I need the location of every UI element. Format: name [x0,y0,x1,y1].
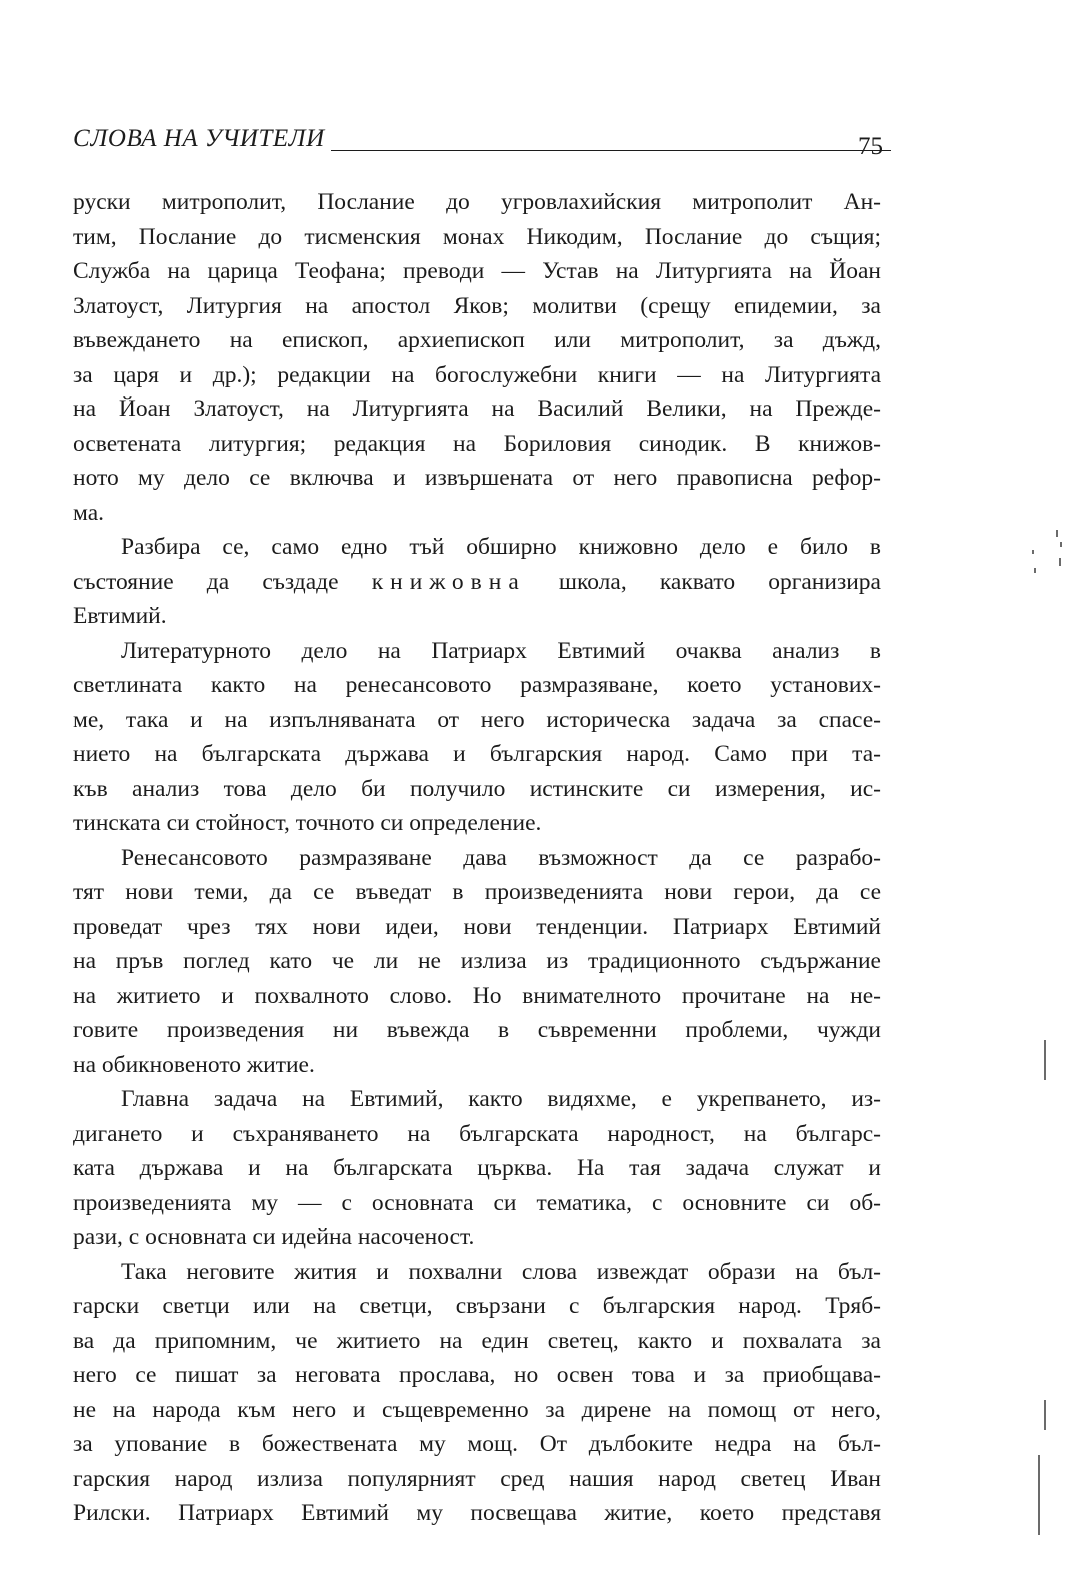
text-line: светлината както на ренесансовото размразяване, което установих- [73,672,881,698]
running-header [73,122,883,162]
text-line: ва да припомним, че житието на един светец, както и похвалата за [73,1327,881,1354]
text-line: Литературното дело на Патриарх Евтимий очаква анализ в [121,637,881,664]
running-title: СЛОВА НА УЧИТЕЛИ [73,125,325,152]
text-line: Разбира се, само едно тъй обширно книжовно дело е било в [121,534,881,560]
text-line: ма. [73,499,105,526]
body-text [73,185,881,1531]
text-line: на обикновеното житие. [73,1051,315,1078]
spaced-emphasis-word: книжовна [371,568,526,595]
text-line: Ренесансовото размразяване дава възможност да се разрабо- [121,844,881,871]
text-fragment: състояние да създаде [73,568,372,595]
text-line: говите произведения ни въвежда в съвременни проблеми, чужди [73,1017,881,1043]
text-line: Евтимий. [73,603,167,629]
scan-speck [1032,550,1034,554]
text-line: дигането и съхраняването на българската народност, на българс- [73,1120,881,1147]
text-line: тят нови теми, да се въведат в произведенията нови герои, да се [73,879,881,905]
text-line: къв анализ това дело би получило истинските си измерения, ис- [73,775,881,802]
header-rule [331,150,891,151]
text-line: ката държава и на българската църква. На тая задача служат и [73,1155,881,1181]
text-line: Така неговите жития и похвални слова извеждат образи на бъл- [121,1258,881,1285]
text-line: тинската си стойност, точното си определение. [73,810,542,836]
scan-speck [1059,558,1061,566]
text-fragment: школа, каквато организира [525,568,881,595]
scan-speck [1038,1455,1040,1535]
text-line: въвеждането на епископ, архиепископ или митрополит, за дъжд, [73,327,881,353]
text-line: него се пишат за неговата прослава, но освен това и за приобщава- [73,1362,881,1388]
text-line: на Йоан Златоуст, на Литургията на Василий Велики, на Прежде- [73,396,881,422]
scan-speck [1044,1040,1046,1080]
text-line: не на народа към него и същевременно за дирене на помощ от него, [73,1396,881,1423]
scan-speck [1056,530,1058,537]
text-line: осветената литургия; редакция на Бориловия синодик. В книжов- [73,430,881,457]
scan-margin-marks [1030,520,1070,1570]
text-line: гарския народ излиза популярният сред нашия народ светец Иван [73,1465,881,1492]
text-line: Служба на царица Теофана; преводи — Устав на Литургията на Йоан [73,258,881,284]
text-line: ме, така и на изпълняваната от него историческа задача за спасе- [73,706,881,733]
text-line: рази, с основната си идейна насоченост. [73,1224,475,1250]
text-line: Главна задача на Евтимий, както видяхме, е укрепването, из- [121,1086,881,1112]
text-line: гарски светци или на светци, свързани с българския народ. Тряб- [73,1293,881,1319]
text-line: тим, Послание до тисменския монах Никодим, Послание до същия; [73,223,881,250]
text-line: руски митрополит, Послание до угровлахийския митрополит Ан- [73,189,881,215]
text-line: за упование в божествената му мощ. От дълбоките недра на бъл- [73,1431,881,1457]
text-line: на житието и похвалното слово. Но внимателното прочитане на не- [73,982,881,1009]
text-line: Рилски. Патриарх Евтимий му посвещава житие, което представя [73,1500,881,1526]
text-line-with-spaced-word [73,565,881,600]
text-line: ното му дело се включва и извършената от него правописна рефор- [73,465,881,491]
text-line: на пръв поглед като че ли не излиза из традиционното съдържание [73,948,881,974]
text-line: произведенията му — с основната си тематика, с основните си об- [73,1189,881,1216]
text-line: проведат чрез тях нови идеи, нови тенденции. Патриарх Евтимий [73,913,881,940]
text-line: за царя и др.); редакции на богослужебни книги — на Литургията [73,361,881,388]
scan-speck [1060,542,1062,547]
text-line: Златоуст, Литургия на апостол Яков; молитви (срещу епидемии, за [73,292,881,319]
scan-speck [1034,568,1036,573]
scan-speck [1044,1400,1046,1430]
page-number: 75 [858,133,883,160]
text-line: нието на българската държава и българския народ. Само при та- [73,741,881,767]
